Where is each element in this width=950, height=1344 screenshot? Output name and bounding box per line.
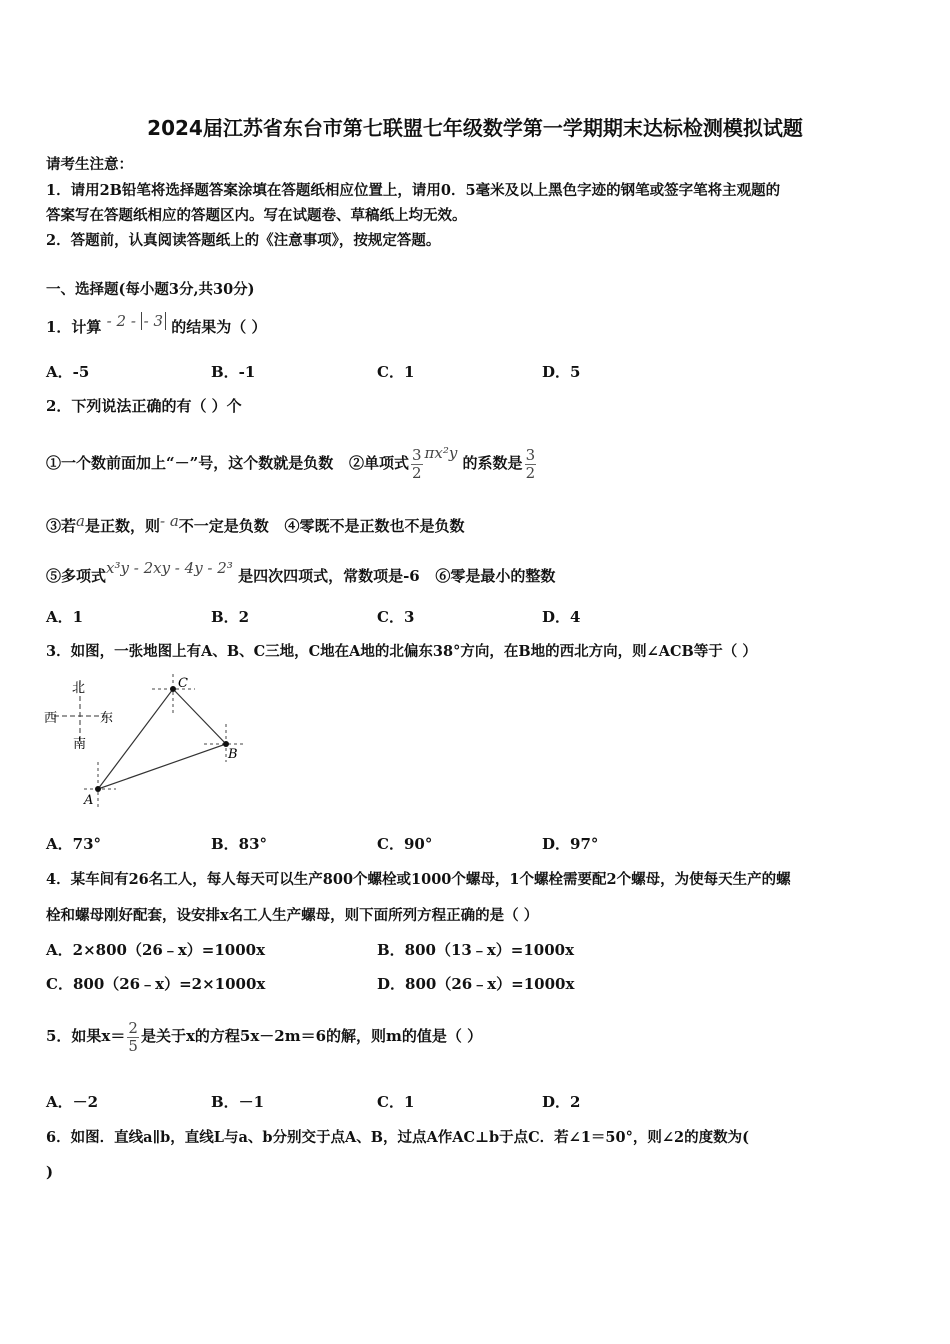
q2-s3-c: 不一定是负数 bbox=[178, 517, 269, 535]
q5-fraction bbox=[127, 1020, 139, 1054]
q2-term: πx²y bbox=[424, 444, 458, 462]
q1-option-d[interactable]: D．5 bbox=[542, 363, 581, 381]
point-a bbox=[95, 786, 101, 792]
q1-option-c[interactable]: C．1 bbox=[377, 363, 415, 381]
q5-option-a[interactable]: A．－2 bbox=[46, 1093, 99, 1111]
q3-option-b[interactable]: B．83° bbox=[211, 835, 268, 853]
q3-option-c[interactable]: C．90° bbox=[377, 835, 433, 853]
compass-west-label: 西 bbox=[44, 711, 58, 726]
q2-s3-b: 是正数，则 bbox=[84, 517, 160, 535]
q6-stem-line-2: ) bbox=[46, 1163, 54, 1181]
q2-coef-num: 3 bbox=[411, 446, 422, 464]
notice-item-2: 2．答题前，认真阅读答题纸上的《注意事项》，按规定答题。 bbox=[46, 232, 441, 249]
q4-stem-line-2: 栓和螺母刚好配套，设安排x名工人生产螺母，则下面所列方程正确的是（ ） bbox=[46, 907, 539, 924]
label-a: A bbox=[84, 793, 94, 808]
q4-option-d[interactable]: D．800（26﹣x）=1000x bbox=[377, 975, 575, 993]
notice-heading: 请考生注意： bbox=[46, 156, 133, 173]
q5-option-c[interactable]: C．1 bbox=[377, 1093, 415, 1111]
point-c bbox=[170, 686, 176, 692]
section-heading: 一、选择题(每小题3分,共30分) bbox=[46, 281, 255, 298]
q3-stem: 3．如图，一张地图上有A、B、C三地，C地在A地的北偏东38°方向，在B地的西北方向，则∠ACB等于（ ） bbox=[46, 643, 757, 660]
q2-s2-mid: 的系数是 bbox=[462, 454, 523, 472]
q4-option-a[interactable]: A．2×800（26﹣x）=1000x bbox=[46, 941, 266, 959]
q2-option-b[interactable]: B．2 bbox=[211, 608, 250, 626]
notice-item-1b: 答案写在答题纸相应的答题区内。写在试题卷、草稿纸上均无效。 bbox=[46, 207, 467, 224]
q2-option-d[interactable]: D．4 bbox=[542, 608, 581, 626]
question-5 bbox=[46, 1006, 482, 1066]
q1-prefix: 1．计算 bbox=[46, 318, 102, 336]
q2-option-c[interactable]: C．3 bbox=[377, 608, 415, 626]
q2-polynomial: x³y - 2xy - 4y - 2³ bbox=[106, 559, 233, 577]
q2-s2-prefix: ②单项式 bbox=[348, 454, 409, 472]
q2-neg-a: - a bbox=[159, 512, 179, 530]
q1-option-a[interactable]: A．-5 bbox=[46, 363, 90, 381]
label-b: B bbox=[228, 747, 238, 762]
q2-coef-den: 2 bbox=[411, 463, 422, 482]
q1-suffix: 的结果为（ ） bbox=[171, 318, 267, 336]
q2-coef-num-2: 3 bbox=[525, 446, 536, 464]
compass-north-label: 北 bbox=[72, 681, 86, 696]
q2-s4: ④零既不是正数也不是负数 bbox=[284, 517, 465, 535]
q2-coef-fraction bbox=[411, 447, 423, 481]
q2-s3-a: ③若 bbox=[46, 517, 77, 535]
question-1 bbox=[46, 312, 267, 337]
q5-option-b[interactable]: B．－1 bbox=[211, 1093, 265, 1111]
q1-abs-value: - 3 bbox=[141, 312, 166, 330]
q6-stem-line-1: 6．如图．直线a∥b，直线L与a、b分别交于点A、B，过点A作AC⊥b于点C．若∠1＝50°，则∠2的度数为( bbox=[46, 1129, 749, 1146]
q1-option-b[interactable]: B．-1 bbox=[211, 363, 256, 381]
q2-coef-fraction-2 bbox=[525, 447, 537, 481]
label-c: C bbox=[178, 676, 188, 691]
q5-frac-num: 2 bbox=[128, 1019, 138, 1037]
notice-item-1a: 1．请用2B铅笔将选择题答案涂填在答题纸相应位置上，请用0．5毫米及以上黑色字迹的钢笔或签字笔将主观题的 bbox=[46, 182, 781, 199]
q5-suffix: 是关于x的方程5x－2m＝6的解，则m的值是（ ） bbox=[140, 1027, 483, 1045]
q3-option-a[interactable]: A．73° bbox=[46, 835, 102, 853]
q5-option-d[interactable]: D．2 bbox=[542, 1093, 581, 1111]
q2-statements-5-6 bbox=[46, 559, 555, 586]
compass-south-label: 南 bbox=[73, 737, 87, 752]
q5-prefix: 5．如果x＝ bbox=[46, 1027, 126, 1045]
q2-statements-3-4 bbox=[46, 512, 464, 536]
q2-var-a: a bbox=[76, 512, 85, 530]
q3-option-d[interactable]: D．97° bbox=[542, 835, 599, 853]
q2-statements-1-2 bbox=[46, 428, 538, 482]
page-title: 2024届江苏省东台市第七联盟七年级数学第一学期期末达标检测模拟试题 bbox=[147, 116, 803, 140]
q2-coef-den-2: 2 bbox=[525, 463, 536, 482]
q2-option-a[interactable]: A．1 bbox=[46, 608, 84, 626]
q5-frac-den: 5 bbox=[128, 1036, 138, 1055]
q2-stem: 2．下列说法正确的有（ ）个 bbox=[46, 397, 242, 415]
q2-s1: ①一个数前面加上“－”号，这个数就是负数 bbox=[46, 454, 334, 472]
q1-expression bbox=[107, 312, 166, 330]
q2-s6: ⑥零是最小的整数 bbox=[435, 567, 556, 585]
q4-option-c[interactable]: C．800（26﹣x）=2×1000x bbox=[46, 975, 266, 993]
q4-option-b[interactable]: B．800（13﹣x）=1000x bbox=[377, 941, 575, 959]
compass-east-label: 东 bbox=[100, 711, 114, 726]
q1-expr-a: - 2 - bbox=[106, 312, 136, 330]
q2-s5-prefix: ⑤多项式 bbox=[46, 567, 107, 585]
q3-figure bbox=[40, 672, 260, 812]
q4-stem-line-1: 4．某车间有26名工人，每人每天可以生产800个螺栓或1000个螺母，1个螺栓需要配2个螺母，为使每天生产的螺 bbox=[46, 871, 791, 888]
triangle-abc bbox=[98, 689, 226, 789]
q2-s5-suffix: 是四次四项式，常数项是-6 bbox=[238, 567, 420, 585]
